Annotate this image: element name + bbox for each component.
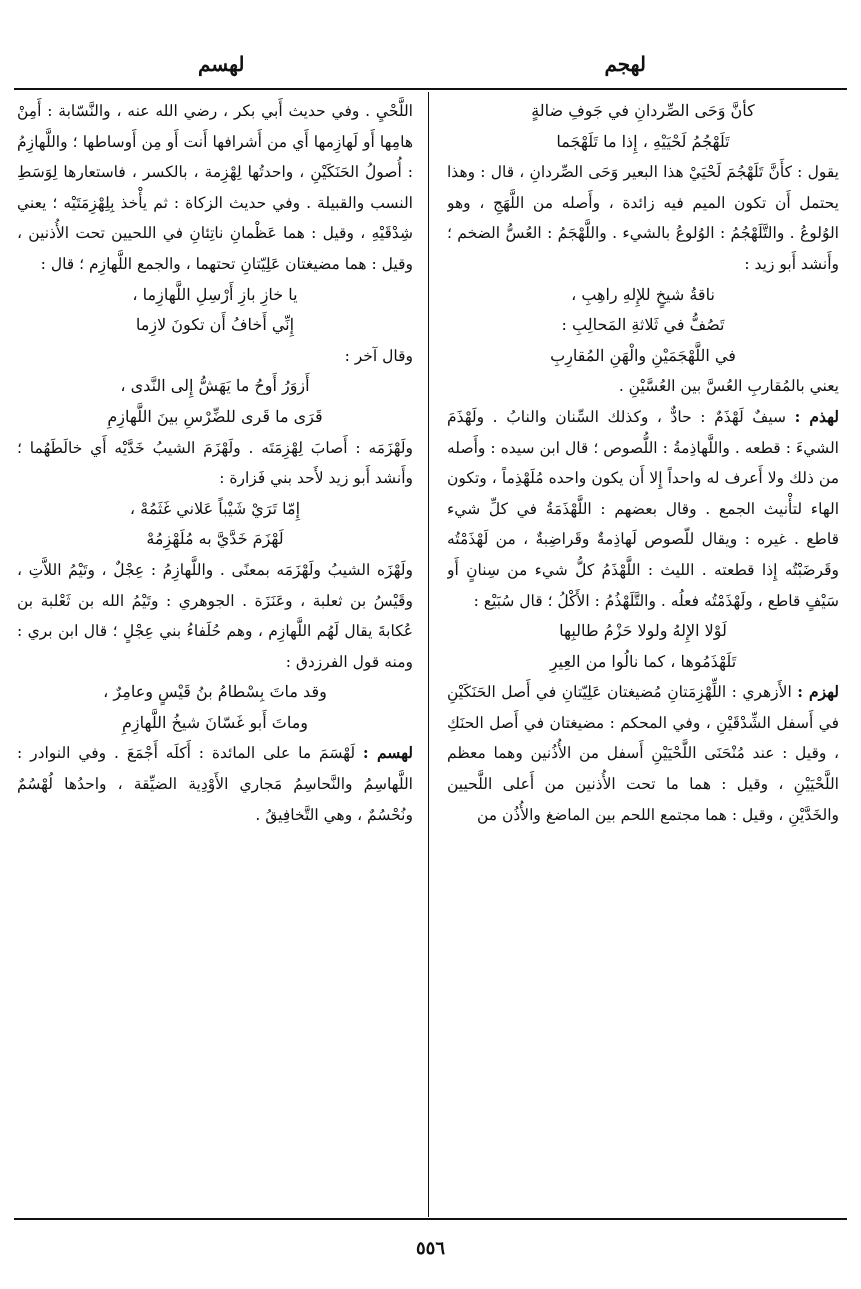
footer-rule xyxy=(14,1218,847,1220)
right-guide-word: لهجم xyxy=(604,52,646,76)
left-column xyxy=(17,96,413,1214)
verse-line: إِنِّي أَخافُ أَن تكونَ لازِما xyxy=(135,315,295,335)
paragraph: اللَّحْيِ . وفي حديث أَبي بكر ، رضي الله عنه ، والنَّسّابة : أَمِنْ هامِها أَو لَهازِمها أَي من أَشرافها أَنت أَو مِن أَوساطها ؛ واللَّهازِمُ : أُصولُ الحَنَكَيْنِ ، واحدتُها لِهْزِمة ، بالكسر ، فاستعارها لِوَسَطِ النسب والقبيلة . وفي حديث الزكاة : ثم يأْخذ بِلِهْزِمَتَيْه ؛ يعني شِدْقَيْهِ ، وقيل : هما عَظْمانِ ناتِئانِ في اللحيين تحت الأُذنين ، وقيل : هما مضيغتان عَلِيّتانِ تحتهما ، والجمع اللَّهازِم ؛ قال : xyxy=(17,102,413,273)
verse-line: إِمّا تَرَيْ شَيْباً عَلاني غَثَمُهْ ، xyxy=(129,498,301,518)
entry-text: لَهْسَمَ ما على المائدة : أَكلَه أَجْمَعَ . وفي النوادر : اللَّهاسِمُ والنَّحاسِمُ مَجاري الأَوْدِية الضيِّقة ، واحدُها لُهْسُمٌ ونُحْسُمٌ ، وهي التَّخافِيقُ . xyxy=(17,744,413,824)
paragraph: يقول : كأَنَّ تَلَهْجُمَ لَحْيَيْ هذا البعير وَحَى الصِّردانِ ، قال : وهذا يحتمل أَن تكون الميم فيه زائدة ، وأَصله من اللَّهَجِ ، وهو الوُلوعُ . والتَّلَهْجُمُ : الوُلوعُ بالشيء . واللَّهْجَمُ : العُسُّ الضخم ؛ وأَنشد أَبو زيد : xyxy=(447,163,839,273)
verse-line: كأنَّ وَحَى الصِّردانِ في جَوفِ ضالةٍ xyxy=(531,101,755,120)
paragraph: يعني بالمُقاربِ العُسَّ بين العُسَّيْنِ . xyxy=(618,377,839,396)
page-number: ٥٥٦ xyxy=(415,1238,445,1259)
entry-headword: لهسم : xyxy=(362,743,413,763)
column-divider xyxy=(428,92,429,1217)
entry-text: الأَزهري : اللِّهْزِمَتانِ مُضيغتان عَلِيّتانِ في أَصل الحَنَكَيْنِ في أَسفل الشِّدْقَيْنِ ، وفي المحكم : مضيغتان في أَصل الحنَكِ ، وقيل : عند مُنْحَنَى اللَّحْيَيْنِ أَسفل من الأُذُنين وهما معظم اللَّحْيَيْنِ ، وقيل : هما ما تحت الأُذنين من أَعلى اللَّحيين والخَدَّيْنِ ، وقيل : هما مجتمع اللحم بين الماضغ والأُذُن من xyxy=(447,683,839,824)
verse-line: تَصُفُّ في ثَلاثةِ المَحالِبِ : xyxy=(561,315,725,335)
dictionary-entry xyxy=(17,738,413,830)
paragraph: ولَهْزَه الشيبُ ولَهْزَمَه بمعنًى . واللَّهازِمُ : عِجْلٌ ، وتَيْمُ اللاَّتِ ، وقَيْسُ بن ثعلبة ، وعَنَزَة . الجوهري : وتَيْمُ الله بن ثَعْلبة بن عُكابةَ يقال لَهُم اللَّهازِم ، وهم حُلَفاءُ بني عِجْلٍ ؛ قال ابن بري : ومنه قول الفرزدق : xyxy=(17,560,413,671)
verse-line: ناقةُ شيخٍ للإِلهِ راهِبِ ، xyxy=(571,284,715,304)
verse-line: يا خازِ بازِ أَرْسِلِ اللَّهازِما ، xyxy=(132,284,298,304)
paragraph: وقال آخر : xyxy=(344,346,413,365)
verse-line: وماتَ أَبو غَسّانَ شيخُ اللَّهازِمِ xyxy=(121,712,309,732)
verse-line: تَلَهْذَمُوها ، كما نالُوا من العِيرِ xyxy=(549,651,737,671)
right-column xyxy=(447,96,839,1214)
verse-line: قَرَى ما قَرى للضِّرْسِ بينَ اللَّهازِمِ xyxy=(107,406,323,426)
entry-headword: لهزم : xyxy=(797,682,839,702)
dictionary-entry xyxy=(447,677,839,830)
verse-line: وقد ماتَ بِسْطامُ بنُ قَيْسٍ وعامِرٌ ، xyxy=(103,682,327,702)
entry-text: سيفٌ لَهْذَمٌ : حادٌّ ، وكذلك السِّنان والنابُ . ولَهْذَمَ الشيءَ : قطعه . واللَّهاذِمةُ : اللُّصوص ؛ قال ابن سيده : وأَصله من ذلك ولا أَعرف له واحداً إِلا أَن يكون واحده مُلَهْذِماً ، وتكون الهاء لتأْنيث الجمع . وقال بعضهم : اللَّهْذَمَةُ في كلِّ شيء قاطع . غيره : ويقال للّصوص لَهاذِمةٌ وقَراضِبةٌ ، من لَهْذَمْتُه وقَرضَبْتُه إِذا قطعته . الليث : اللَّهْذَمُ كلُّ شيء من سِنانٍ أَو سَيْفٍ قاطع ، ولَهْذَمْتُه فعلُه . والتَّلَهْذُمُ : الأَكْلُ ؛ قال سُبَيْع : xyxy=(447,407,839,610)
paragraph: ولَهْزَمَه : أَصابَ لِهْزِمَتَه . ولَهْزَمَ الشيبُ خَدَّيْه أَي خالَطَهُما ؛ وأَنشد أَبو زيد لأَحد بني فَزارة : xyxy=(17,438,413,488)
verse-line: في اللَّهْجَمَيْنِ والْهَنِ المُقارِبِ xyxy=(550,345,736,365)
verse-line: لَهْزَمَ خَدَّيَّ به مُلَهْزِمُهْ xyxy=(146,529,284,549)
verse-line: تَلَهْجُمُ لَحْيَيْهِ ، إِذا ما تَلَهْجَما xyxy=(556,131,730,151)
verse-line: لَوْلا الإِلهُ ولولا حَزْمُ طالبِها xyxy=(559,621,727,641)
header-rule xyxy=(14,88,847,90)
entry-headword: لهذم : xyxy=(794,406,839,426)
verse-line: أَزوَرُ أَوحُ ما يَهَشُّ إِلى النَّدى ، xyxy=(120,376,310,396)
page-header xyxy=(0,52,861,86)
dictionary-entry xyxy=(447,402,839,616)
left-guide-word: لهسم xyxy=(198,52,245,76)
